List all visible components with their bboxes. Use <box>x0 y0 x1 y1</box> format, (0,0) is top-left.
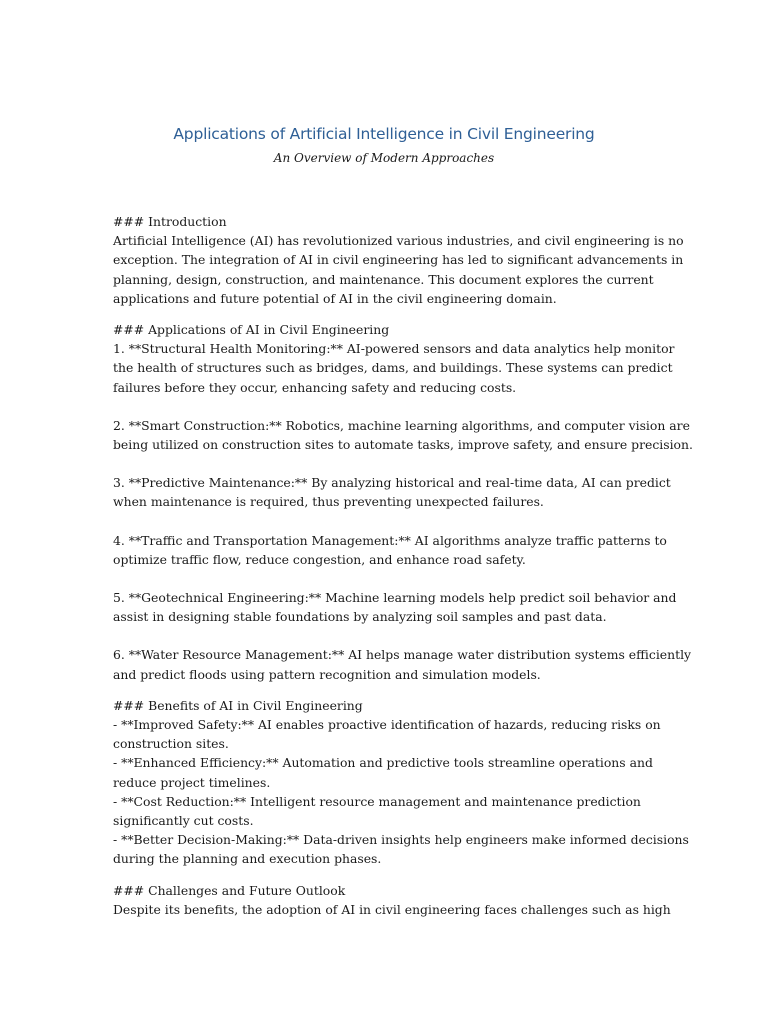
paragraph-line: planning, design, construction, and maintenance. This document explores the current <box>113 271 654 287</box>
paragraph-line: applications and future potential of AI in the civil engineering domain. <box>113 290 557 306</box>
list-item-line: 3. **Predictive Maintenance:** By analyzing historical and real-time data, AI can predict <box>113 475 671 491</box>
section-heading-benefits: ### Benefits of AI in Civil Engineering <box>113 697 363 713</box>
section-heading-challenges: ### Challenges and Future Outlook <box>113 882 346 898</box>
list-item-line: being utilized on construction sites to automate tasks, improve safety, and ensure precision. <box>113 437 693 453</box>
list-item-line: 4. **Traffic and Transportation Management:** AI algorithms analyze traffic patterns to <box>113 532 667 548</box>
list-item-line: - **Improved Safety:** AI enables proactive identification of hazards, reducing risks on <box>113 717 661 733</box>
list-item-line: - **Enhanced Efficiency:** Automation and predictive tools streamline operations and <box>113 755 653 771</box>
list-item-line: - **Better Decision-Making:** Data-driven insights help engineers make informed decisions <box>113 832 689 848</box>
section-heading-introduction: ### Introduction <box>113 214 227 229</box>
list-item-line: during the planning and execution phases. <box>113 851 382 867</box>
list-item-line: 6. **Water Resource Management:** AI helps manage water distribution systems efficiently <box>113 647 692 663</box>
list-item-line: the health of structures such as bridges, dams, and buildings. These systems can predict <box>113 360 673 376</box>
list-item-line: failures before they occur, enhancing safety and reducing costs. <box>113 379 517 395</box>
paragraph-line: Artificial Intelligence (AI) has revolutionized various industries, and civil engineering is no <box>113 233 684 249</box>
list-item-line: optimize traffic flow, reduce congestion, and enhance road safety. <box>113 551 526 567</box>
list-item-line: 1. **Structural Health Monitoring:** AI-powered sensors and data analytics help monitor <box>113 341 675 357</box>
list-item-line: when maintenance is required, thus preventing unexpected failures. <box>113 494 544 510</box>
list-item-line: 2. **Smart Construction:** Robotics, machine learning algorithms, and computer vision are <box>113 417 690 433</box>
list-item-line: assist in designing stable foundations by analyzing soil samples and past data. <box>113 609 607 625</box>
paragraph-line: exception. The integration of AI in civil engineering has led to significant advancements in <box>113 252 684 268</box>
section-heading-applications: ### Applications of AI in Civil Engineering <box>113 322 390 338</box>
list-item-line: 5. **Geotechnical Engineering:** Machine learning models help predict soil behavior and <box>113 590 677 606</box>
list-item-line: - **Cost Reduction:** Intelligent resource management and maintenance prediction <box>113 793 641 809</box>
document-title: Applications of Artificial Intelligence in Civil Engineering <box>173 125 595 143</box>
document-subtitle: An Overview of Modern Approaches <box>273 151 495 165</box>
list-item-line: and predict floods using pattern recognition and simulation models. <box>113 666 541 682</box>
list-item-line: reduce project timelines. <box>113 774 271 790</box>
paragraph-line: Despite its benefits, the adoption of AI in civil engineering faces challenges such as high <box>113 901 671 917</box>
list-item-line: construction sites. <box>113 736 229 752</box>
document-body <box>113 212 693 919</box>
list-item-line: significantly cut costs. <box>113 813 254 829</box>
